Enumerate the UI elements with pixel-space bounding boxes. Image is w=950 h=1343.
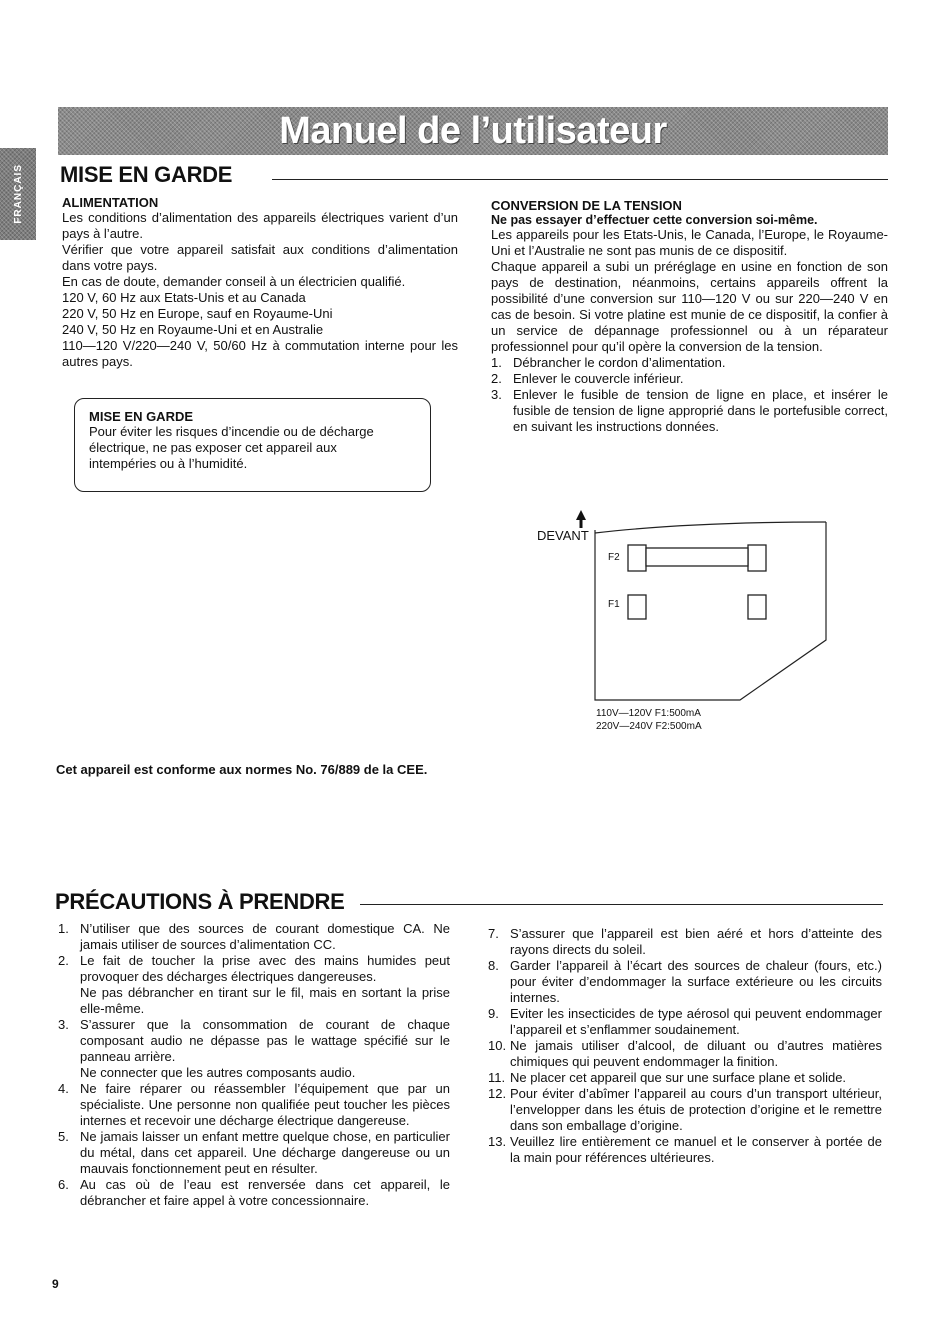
list-item: 1. Débrancher le cordon d’alimentation.: [491, 355, 726, 370]
f1-label: F1: [608, 599, 620, 610]
conformity-note: Cet appareil est conforme aux normes No. 76/889 de la CEE.: [56, 762, 428, 777]
list-item: 12. Pour éviter d’abîmer l’appareil au cours d’un transport ultérieur, l’envelopper dans les étuis de protection d’origine et le remettre dans son emballage d’origine.: [488, 1086, 882, 1133]
fuse-spec-1: 110V—120V F1:500mA: [596, 708, 701, 719]
list-item: 3. S’assurer que la consommation de courant de chaque composant audio ne dépasse pas le wattage spécifié sur le panneau arrière. Ne connecter que les autres composants audio.: [58, 1017, 450, 1080]
page-title: Manuel de l’utilisateur: [279, 109, 667, 152]
alimentation-paragraph-3: En cas de doute, demander conseil à un électricien qualifié.: [62, 274, 406, 289]
voltage-line-2: 220 V, 50 Hz en Europe, sauf en Royaume-Uni: [62, 306, 333, 321]
warning-box: [74, 398, 431, 492]
language-tab: [0, 148, 36, 240]
title-banner: [58, 107, 888, 155]
front-arrow-icon: [576, 510, 586, 528]
list-item: 7. S’assurer que l’appareil est bien aéré et hors d’atteinte des rayons directs du soleil.: [488, 926, 882, 957]
warning-box-heading: MISE EN GARDE: [89, 409, 194, 424]
list-item: 2. Le fait de toucher la prise avec des mains humides peut provoquer des décharges électriques dangereuses. Ne pas débrancher en tirant sur le fil, mais en sortant la prise elle-même.: [58, 953, 450, 1016]
fuse-spec-2: 220V—240V F2:500mA: [596, 721, 702, 732]
list-item: 5. Ne jamais laisser un enfant mettre quelque chose, en particulier du métal, dans cet appareil. Une décharge dangereuse ou un mauvais fonctionnement peut en résulter.: [58, 1129, 450, 1176]
f2-right-clip: [748, 545, 766, 571]
conversion-steps: [491, 355, 888, 435]
list-item: 4. Ne faire réparer ou réassembler l’équipement que par un spécialiste. Une personne non qualifiée peut toucher les pièces internes et recevoir une décharge électrique dangereuse.: [58, 1081, 450, 1128]
list-item: 13. Veuillez lire entièrement ce manuel et le conserver à portée de la main pour références ultérieures.: [488, 1134, 882, 1165]
list-item: 11. Ne placer cet appareil que sur une surface plane et solide.: [488, 1070, 847, 1085]
precautions-right-column: [488, 926, 882, 1166]
list-item: 1. N’utiliser que des sources de courant domestique CA. Ne jamais utiliser de sources d’alimentation CC.: [58, 921, 450, 952]
f2-left-clip: [628, 545, 646, 571]
f1-left-clip: [628, 595, 646, 619]
list-item: 10. Ne jamais utiliser d’alcool, de diluant ou d’autres matières chimiques qui peuvent endommager la finition.: [488, 1038, 882, 1069]
list-item: 8. Garder l’appareil à l’écart des sources de chaleur (fours, etc.) pour éviter d’endommager la surface extérieure ou les circuits internes.: [488, 958, 882, 1005]
f2-label: F2: [608, 552, 620, 563]
f1-right-clip: [748, 595, 766, 619]
voltage-line-1: 120 V, 60 Hz aux Etats-Unis et au Canada: [62, 290, 306, 305]
warning-box-text: Pour éviter les risques d’incendie ou de décharge électrique, ne pas exposer cet appareil aux intempéries ou à l’humidité.: [89, 424, 374, 471]
section-title-precautions: PRÉCAUTIONS À PRENDRE: [55, 889, 345, 914]
list-item: 9. Eviter les insecticides de type aérosol qui peuvent endommager l’appareil et s’enflammer soudainement.: [488, 1006, 882, 1037]
section-title-mise-en-garde: MISE EN GARDE: [60, 162, 233, 187]
alimentation-paragraph-1: Les conditions d’alimentation des appareils électriques varient d’un pays à l’autre.: [62, 210, 458, 241]
conversion-paragraph-2: Chaque appareil a subi un préréglage en usine en fonction de son pays de destination, néanmoins, certains appareils offrent la possibilité d’une conversion sur 110—120 V ou sur 220—240 V en cas de besoin. Si votre platine est munie de ce dispositif, la confier à un service de dépannage professionnel ou à un réparateur professionnel pour qu’il opère la conversion de la tension.: [491, 259, 888, 354]
section-rule: [360, 904, 883, 905]
conversion-paragraph-1: Les appareils pour les Etats-Unis, le Canada, l’Europe, le Royaume-Uni et l’Australie ne sont pas munis de ce dispositif.: [491, 227, 888, 258]
front-label: DEVANT: [537, 528, 589, 543]
conversion-subheading: Ne pas essayer d’effectuer cette conversion soi-même.: [491, 213, 818, 227]
f2-fuse: [646, 548, 748, 566]
language-tab-label: FRANÇAIS: [12, 164, 24, 224]
alimentation-heading: ALIMENTATION: [62, 195, 159, 210]
precautions-left-column: [58, 921, 450, 1209]
list-item: 2. Enlever le couvercle inférieur.: [491, 371, 684, 386]
voltage-line-3: 240 V, 50 Hz en Royaume-Uni et en Australie: [62, 322, 324, 337]
alimentation-block: [62, 195, 458, 370]
list-item: 3. Enlever le fusible de tension de ligne en place, et insérer le fusible de tension de ligne approprié dans le portefusible correct, en suivant les instructions données.: [491, 387, 888, 434]
list-item: 6. Au cas où de l’eau est renversée dans cet appareil, le débrancher et faire appel à votre concessionnaire.: [58, 1177, 450, 1208]
conversion-heading: CONVERSION DE LA TENSION: [491, 198, 682, 213]
alimentation-paragraph-2: Vérifier que votre appareil satisfait aux conditions d’alimentation dans votre pays.: [62, 242, 458, 273]
section-rule: [272, 179, 888, 180]
page-number: 9: [52, 1277, 59, 1291]
conversion-block: [491, 198, 888, 435]
voltage-line-4: 110—120 V/220—240 V, 50/60 Hz à commutation interne pour les autres pays.: [62, 338, 458, 369]
